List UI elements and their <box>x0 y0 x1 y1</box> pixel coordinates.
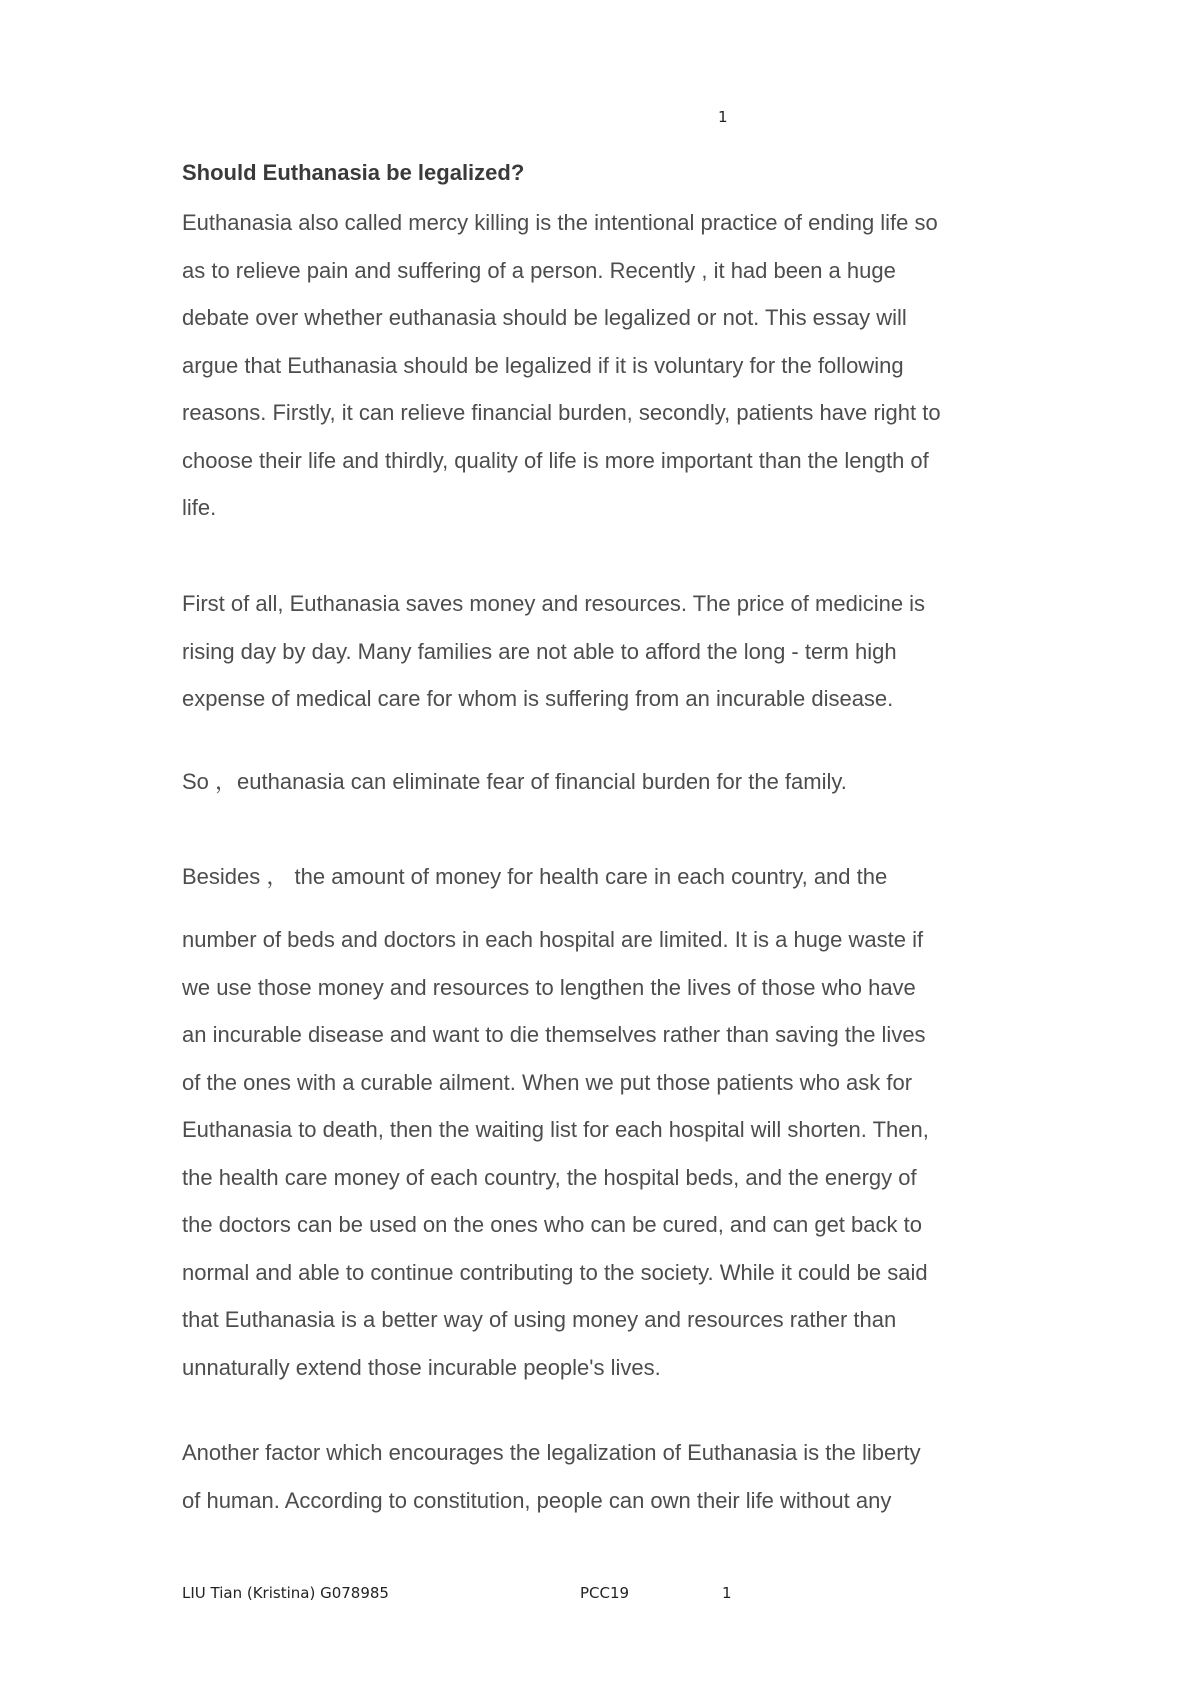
text-line: Another factor which encourages the legalization of Euthanasia is the liberty <box>182 1440 921 1465</box>
text-line: expense of medical care for whom is suffering from an incurable disease. <box>182 686 894 711</box>
text-line: as to relieve pain and suffering of a person. Recently , it had been a huge <box>182 257 896 283</box>
paragraph-conclusion-financial <box>182 758 1042 806</box>
paragraph-besides-start <box>182 853 1042 901</box>
text-line: debate over whether euthanasia should be legalized or not. This essay will <box>182 305 907 330</box>
text-line: Besides ， the amount of money for health care in each country, and the <box>182 864 888 889</box>
text-line: an incurable disease and want to die themselves rather than saving the lives <box>182 1022 926 1047</box>
text-line: we use those money and resources to lengthen the lives of those who have <box>182 974 916 1000</box>
text-line: So ，euthanasia can eliminate fear of financial burden for the family. <box>182 769 847 794</box>
text-line: number of beds and doctors in each hospital are limited. It is a huge waste if <box>182 927 924 952</box>
paragraph-liberty <box>182 1429 1042 1524</box>
text-line: normal and able to continue contributing to the society. While it could be said <box>182 1259 928 1285</box>
paragraph-intro <box>182 199 1042 532</box>
footer-course: PCC19 <box>580 1584 630 1602</box>
header-page-number: 1 <box>718 108 728 126</box>
text-line: of the ones with a curable ailment. When we put those patients who ask for <box>182 1069 913 1095</box>
text-line: life. <box>182 495 217 520</box>
text-line: choose their life and thirdly, quality of life is more important than the length of <box>182 447 929 473</box>
text-line: the health care money of each country, the hospital beds, and the energy of <box>182 1164 917 1190</box>
text-line: argue that Euthanasia should be legalized if it is voluntary for the following <box>182 352 904 378</box>
text-line: of human. According to constitution, people can own their life without any <box>182 1487 892 1513</box>
text-line: unnaturally extend those incurable people's lives. <box>182 1354 661 1380</box>
text-line: reasons. Firstly, it can relieve financial burden, secondly, patients have right to <box>182 400 941 425</box>
text-line: First of all, Euthanasia saves money and resources. The price of medicine is <box>182 591 926 616</box>
footer-page-number: 1 <box>722 1584 732 1602</box>
paragraph-financial <box>182 580 1042 723</box>
text-line: Euthanasia also called mercy killing is the intentional practice of ending life so <box>182 210 938 235</box>
text-line: Euthanasia to death, then the waiting list for each hospital will shorten. Then, <box>182 1117 929 1142</box>
essay-title: Should Euthanasia be legalized? <box>182 160 525 185</box>
text-line: that Euthanasia is a better way of using money and resources rather than <box>182 1307 897 1332</box>
footer-author: LIU Tian (Kristina) G078985 <box>182 1584 389 1602</box>
text-line: the doctors can be used on the ones who can be cured, and can get back to <box>182 1212 922 1237</box>
text-line: rising day by day. Many families are not able to afford the long - term high <box>182 638 897 664</box>
paragraph-resources <box>182 916 1042 1391</box>
